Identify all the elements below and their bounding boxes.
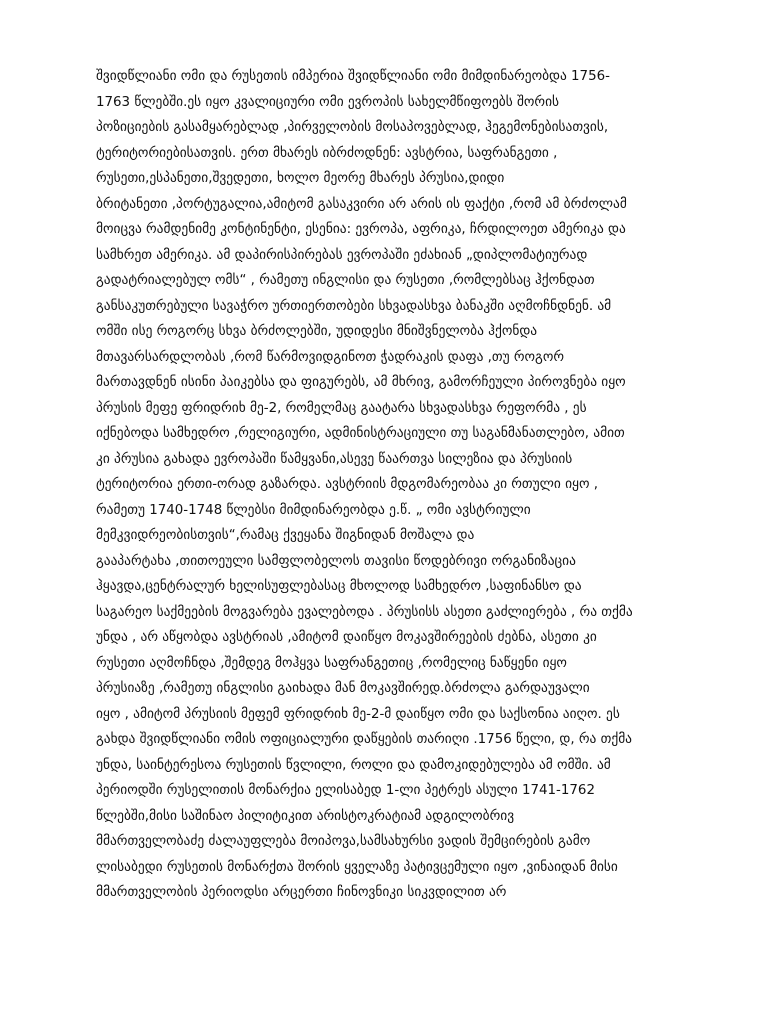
text-line: ჰყავდა,ცენტრალურ ხელისუფლებასაც მხოლოდ სამხედრო ,საფინანსო და xyxy=(96,579,582,594)
text-line: უნდა , არ აწყობდა ავსტრიას ,ამიტომ დაიწყო მოკავშირეების ძებნა, ასეთი კი xyxy=(96,630,597,645)
text-line: საგარეო საქმეების მოგვარება ევალებოდა . პრუსისს ასეთი გაძლიერება , რა თქმა xyxy=(96,604,633,620)
text-line: განსაკუთრებული სავაჭრო ურთიერთობები სხვადასხვა ბანაკში აღმოჩნდნენ. ამ xyxy=(96,298,612,314)
text-line: კი პრუსია გახადა ევროპაში წამყვანი,ასევე წაართვა სილეზია და პრუსიის xyxy=(96,451,573,467)
text-line: რამეთუ 1740-1748 წლებსი მიმდინარეობდა ე.წ. „ ომი ავსტრიული xyxy=(96,502,531,518)
text-line: მთავარსარდლობას ,რომ წარმოვიდგინოთ ჭადრაკის დაფა ,თუ როგორ xyxy=(96,349,565,365)
text-line: პერიოდში რუსელითის მონარქია ელისაბედ 1-ლი პეტრეს ასული 1741-1762 xyxy=(96,783,595,798)
text-line: ომში ისე როგორც სხვა ბრძოლებში, უდიდესი მნიშვნელობა ჰქონდა xyxy=(96,324,538,339)
text-line: იყო , ამიტომ პრუსიის მეფემ ფრიდრიხ მე-2-მ დაიწყო ომი და საქსონია აიღო. ეს xyxy=(96,706,620,722)
body-text xyxy=(96,64,696,906)
text-line: ტერიტორიებისათვის. ერთ მხარეს იბრძოდნენ: ავსტრია, საფრანგეთი , xyxy=(96,145,558,161)
text-line: იქნებოდა სამხედრო ,რელიგიური, ადმინისტრაციული თუ საგანმანათლებო, ამით xyxy=(96,426,625,441)
text-line: უნდა, საინტერესოა რუსეთის წვლილი, როლი და დამოკიდებულება ამ ომში. ამ xyxy=(96,757,611,773)
text-line: გააპარტახა ,თითოეული სამფლობელოს თავისი წოდებრივი ორგანიზაცია xyxy=(96,553,576,569)
text-line: რუსეთი,ესპანეთი,შვედეთი, ხოლო მეორე მხარეს პრუსია,დიდი xyxy=(96,171,505,186)
text-line: გადატრიალებულ ომს“ , რამეთუ ინგლისი და რუსეთი ,რომლებსაც ჰქონდათ xyxy=(96,273,595,288)
text-line: მემკვიდრეობისთვის“,რამაც ქვეყანა შიგნიდან მოშალა და xyxy=(96,528,475,543)
text-line: წლებში,მისი საშინაო პილიტიკით არისტოკრატიამ ადგილობრივ xyxy=(96,808,515,824)
text-line: 1763 წლებში.ეს იყო კვალიციური ომი ევროპის სახელმწიფოებს შორის xyxy=(96,94,560,110)
text-line: შვიდწლიანი ომი და რუსეთის იმპერია შვიდწლიანი ომი მიმდინარეობდა 1756- xyxy=(96,69,610,84)
text-line: ლისაბედი რუსეთის მონარქთა შორის ყველაზე პატივცემული იყო ,ვინაიდან მისი xyxy=(96,859,618,875)
text-line: პოზიციების გასამყარებლად ,პირველობის მოსაპოვებლად, ჰეგემონებისათვის, xyxy=(96,120,609,135)
text-line: მმართველობის პერიოდსი არცერთი ჩინოვნიკი სიკვდილით არ xyxy=(96,885,507,900)
text-line: პრუსიაზე ,რამეთუ ინგლისი გაიხადა მან მოკავშირედ.ბრძოლა გარდაუვალი xyxy=(96,681,590,696)
text-line: სამხრეთ ამერიკა. ამ დაპირისპირებას ევროპაში ეძახიან „დიპლომატიურად xyxy=(96,247,588,263)
text-line: მმართველობაძე ძალაუფლება მოიპოვა,სამსახურსი ვადის შემცირების გამო xyxy=(96,834,591,849)
text-line: ბრიტანეთი ,პორტუგალია,ამიტომ გასაკვირი არ არის ის ფაქტი ,რომ ამ ბრძოლამ xyxy=(96,196,627,212)
text-line: მართავდნენ ისინი პაიკებსა და ფიგურებს, ამ მხრივ, გამორჩეული პიროვნება იყო xyxy=(96,375,626,390)
text-line: რუსეთი აღმოჩნდა ,შემდეგ მოჰყვა საფრანგეთიც ,რომელიც ნაწყენი იყო xyxy=(96,655,567,671)
text-line: გახდა შვიდწლიანი ომის ოფიციალური დაწყების თარიღი .1756 წელი, დ, რა თქმა xyxy=(96,732,632,747)
text-line: პრუსის მეფე ფრიდრიხ მე-2, რომელმაც გაატარა სხვადასხვა რეფორმა , ეს xyxy=(96,400,587,416)
text-line: ტერიტორია ერთი-ორად გაზარდა. ავსტრიის მდგომარეობაა კი რთული იყო , xyxy=(96,477,598,492)
text-line: მოიცვა რამდენიმე კონტინენტი, ესენია: ევროპა, აფრიკა, ჩრდილოეთ ამერიკა და xyxy=(96,222,626,237)
